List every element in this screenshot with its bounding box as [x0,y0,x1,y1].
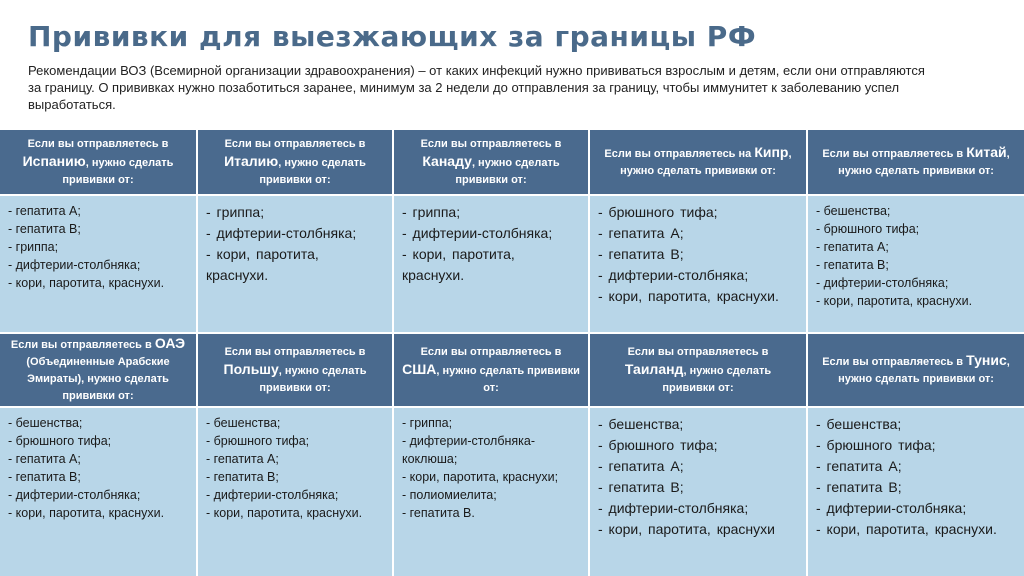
vaccine-item: - бешенства; [816,204,891,218]
vaccine-item: - дифтерии-столбняка; [402,225,553,241]
vaccine-item: - полиомиелита; [402,488,497,502]
vaccine-item: - гепатита В; [598,479,684,495]
vaccine-item: - дифтерии-столбняка; [598,500,749,516]
vaccine-item: - кори, паротита, [402,246,515,262]
country-header-text [206,136,384,189]
vaccine-item: - бешенства; [206,416,281,430]
header-suffix: , нужно сделать прививки от: [62,156,174,186]
page-subtitle: Рекомендации ВОЗ (Всемирной организации здравоохранения) – от каких инфекций нужно прививаться взрослым и детям, если они отправляются за границу. О прививках нужно позаботиться заранее, минимум за 2 недели до отправления за границу, чтобы иммунитет к заболеванию успел выработаться. [28,63,925,112]
vaccine-item: - гриппа; [402,204,461,220]
header-prefix: Если вы отправляетесь в [420,137,562,150]
header-row-2 [0,334,1024,406]
country-name: Тунис [966,352,1007,368]
header-prefix: Если вы отправляетесь в [224,345,366,358]
country-name: ОАЭ [154,335,186,351]
header-suffix: , нужно сделать прививки от: [662,364,772,394]
header-prefix: Если вы отправляетесь в [627,345,769,358]
country-header-text [8,136,188,189]
vaccine-item: - кори, паротита, краснухи; [402,470,559,484]
country-name: Польшу [223,360,279,377]
vaccine-item: - дифтерии-столбняка; [816,276,949,290]
vaccine-item: - дифтерии-столбняка; [206,225,357,241]
body-row-2 [0,408,1024,576]
country-name: Таиланд [624,360,684,377]
header-suffix: , нужно сделать прививки от: [838,148,1010,177]
vaccine-list [808,196,1024,332]
vaccine-list [394,196,590,332]
vaccine-item: - брюшного тифа; [816,437,936,453]
country-header-text [816,352,1016,388]
header-suffix: , нужно сделать прививки от: [259,156,366,186]
vaccine-item: - гепатита В; [206,470,279,484]
vaccine-item: - кори, паротита, краснухи [598,521,775,537]
vaccine-item: - гепатита А; [8,204,81,218]
header-prefix: Если вы отправляетесь в [27,137,169,150]
vaccine-item: - гепатита А; [206,452,279,466]
vaccine-item: - гепатита А; [8,452,81,466]
country-header [808,334,1024,406]
body-row-1 [0,196,1024,332]
country-header [394,130,590,194]
vaccine-item: - гриппа; [206,204,265,220]
vaccine-item: - дифтерии-столбняка; [206,488,339,502]
vaccine-item: - гепатита А; [816,240,889,254]
vaccine-item: - гепатита В; [8,222,81,236]
vaccine-list [0,196,198,332]
header-suffix: , нужно сделать прививки от: [455,156,560,186]
country-name: Кипр [754,144,789,160]
vaccine-list [198,196,394,332]
vaccine-item: - кори, паротита, краснухи. [816,294,973,308]
vaccine-item: - дифтерии-столбняка; [816,500,967,516]
country-name: Испанию [22,152,86,169]
vaccine-item: - кори, паротита, краснухи. [598,288,779,304]
vaccine-item: - дифтерии-столбняка- [402,434,536,448]
vaccine-item: - кори, паротита, краснухи. [8,506,165,520]
country-header [394,334,590,406]
vaccine-item: - гепатита А; [598,225,684,241]
country-header [590,130,808,194]
vaccine-item: - кори, паротита, краснухи. [206,506,363,520]
country-header-text [402,344,580,397]
country-header-text [816,144,1016,180]
vaccine-item: - брюшного тифа; [8,434,112,448]
country-name: США [402,360,437,377]
vaccine-list [0,408,198,576]
header-suffix: (Объединенные Арабские Эмираты), нужно сделать прививки от: [26,356,170,402]
country-header [198,334,394,406]
vaccine-item: - брюшного тифа; [206,434,310,448]
vaccine-item: - гепатита В; [816,258,889,272]
country-header [0,334,198,406]
vaccine-list [808,408,1024,576]
vaccine-item: - гепатита В; [816,479,902,495]
header-prefix: Если вы отправляетесь в [420,345,562,358]
vaccine-list [590,408,808,576]
vaccine-item: - бешенства; [598,416,684,432]
header-prefix: Если вы отправляетесь в [224,137,366,150]
header-suffix: , нужно сделать прививки от: [436,364,580,394]
vaccine-item: - бешенства; [816,416,902,432]
country-header-text [206,344,384,397]
vaccine-item: - дифтерии-столбняка; [8,488,141,502]
country-header [808,130,1024,194]
vaccine-item: краснухи. [402,267,465,283]
country-header [198,130,394,194]
vaccine-item: - гепатита А; [598,458,684,474]
vaccination-table [0,130,1024,576]
header-suffix: , нужно сделать прививки от: [620,148,792,177]
header-prefix: Если вы отправляетесь в [822,148,964,160]
country-header-text [598,344,798,397]
country-header-text [8,335,188,405]
country-name: Италию [224,152,279,169]
country-header [590,334,808,406]
header-row-1 [0,130,1024,194]
vaccine-list [590,196,808,332]
vaccine-item: - кори, паротита, [206,246,319,262]
country-name: Китай [966,144,1007,160]
vaccine-item: - гриппа; [402,416,453,430]
vaccine-item: - гепатита В; [8,470,81,484]
country-header-text [598,144,798,180]
header-prefix: Если вы отправляетесь в [822,356,964,368]
country-name: Канаду [422,152,472,169]
vaccine-list [394,408,590,576]
vaccine-item: - кори, паротита, краснухи. [8,276,165,290]
vaccine-item: - бешенства; [8,416,83,430]
country-header-text [402,136,580,189]
vaccine-item: - гриппа; [8,240,59,254]
vaccine-item: - гепатита В; [598,246,684,262]
vaccine-item: - кори, паротита, краснухи. [816,521,997,537]
vaccine-item: краснухи. [206,267,269,283]
header-prefix: Если вы отправляетесь в [10,339,152,351]
country-header [0,130,198,194]
vaccine-item: - брюшного тифа; [598,204,718,220]
vaccine-item: - гепатита А; [816,458,902,474]
vaccine-list [198,408,394,576]
vaccine-item: - дифтерии-столбняка; [598,267,749,283]
header-suffix: , нужно сделать прививки от: [259,364,367,394]
header-suffix: , нужно сделать прививки от: [838,356,1010,385]
page-title: Прививки для выезжающих за границы РФ [28,20,757,53]
vaccine-item: коклюша; [402,452,458,466]
vaccine-item: - дифтерии-столбняка; [8,258,141,272]
vaccine-item: - гепатита В. [402,506,475,520]
header-prefix: Если вы отправляетесь на [604,148,752,160]
vaccine-item: - брюшного тифа; [598,437,718,453]
vaccine-item: - брюшного тифа; [816,222,920,236]
